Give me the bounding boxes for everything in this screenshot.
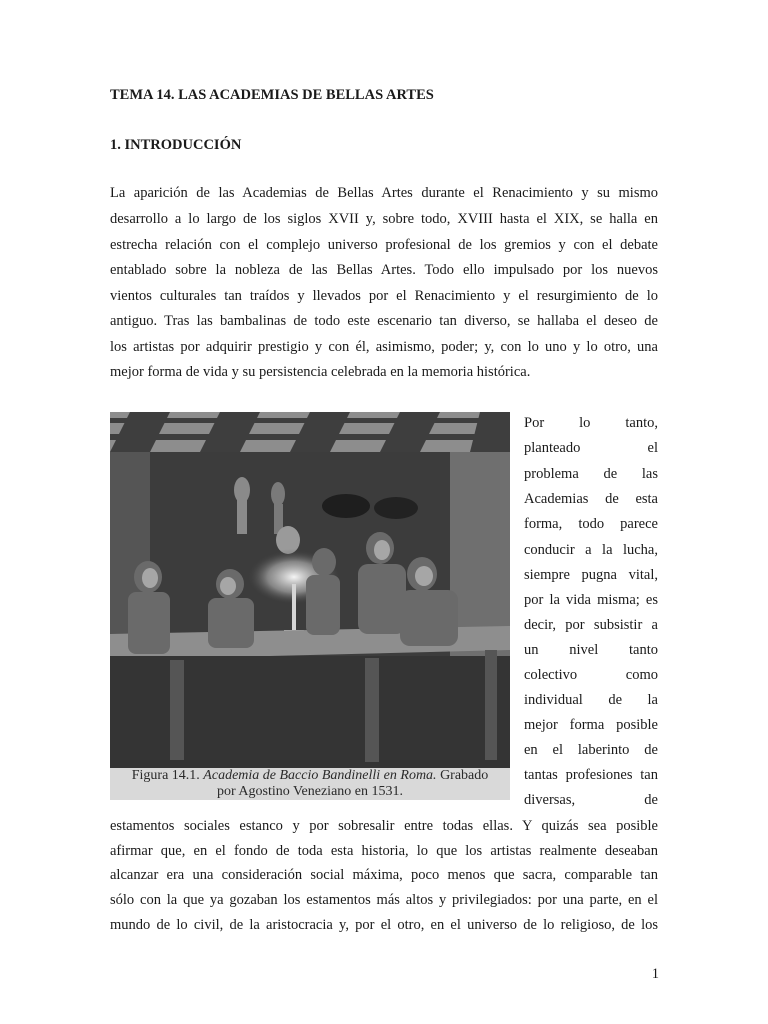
paragraph-line: sólo con la que ya gozaban los estamentos más altos y privilegiados: por una parte, en el bbox=[110, 892, 658, 908]
side-line: tantas profesiones tan bbox=[524, 767, 658, 783]
side-line: planteado el bbox=[524, 440, 658, 456]
side-line: problema de las bbox=[524, 466, 658, 482]
side-line: siempre pugna vital, bbox=[524, 567, 658, 583]
figure-caption bbox=[110, 768, 510, 800]
side-line: un nivel tanto bbox=[524, 642, 658, 658]
side-line: diversas, de bbox=[524, 792, 658, 808]
engraving-figure bbox=[110, 412, 510, 800]
side-line: colectivo como bbox=[524, 667, 658, 683]
paragraph-line: antiguo. Tras las bambalinas de todo este escenario tan diverso, se hallaba el deseo de bbox=[110, 313, 658, 329]
side-line: mejor forma posible bbox=[524, 717, 658, 733]
caption-line-1 bbox=[110, 768, 510, 784]
paragraph-line: mundo de lo civil, de la aristocracia y, por el otro, en el universo de lo religioso, de los bbox=[110, 917, 658, 933]
paragraph-line: estrecha relación con el complejo universo profesional de los gremios y con el debate bbox=[110, 237, 658, 253]
side-line: Por lo tanto, bbox=[524, 415, 658, 431]
paragraph-line: los artistas por adquirir prestigio y con él, asimismo, poder; y, con lo uno y lo otro, una bbox=[110, 339, 658, 355]
side-line: Academias de esta bbox=[524, 491, 658, 507]
paragraph-line: mejor forma de vida y su persistencia celebrada en la memoria histórica. bbox=[110, 364, 531, 380]
paragraph-line: estamentos sociales estanco y por sobresalir entre todas ellas. Y quizás sea posible bbox=[110, 818, 658, 834]
side-line: decir, por subsistir a bbox=[524, 617, 658, 633]
paragraph-line: desarrollo a lo largo de los siglos XVII y, sobre todo, XVIII hasta el XIX, se halla en bbox=[110, 211, 658, 227]
side-line: individual de la bbox=[524, 692, 658, 708]
caption-title: Academia de Baccio Bandinelli en Roma. bbox=[203, 768, 437, 783]
side-line: forma, todo parece bbox=[524, 516, 658, 532]
paragraph-line: vientos culturales tan traídos y llevados por el Renacimiento y el resurgimiento de lo bbox=[110, 288, 658, 304]
side-line: en el laberinto de bbox=[524, 742, 658, 758]
section-heading: 1. INTRODUCCIÓN bbox=[110, 137, 242, 153]
paragraph-line: entablado sobre la nobleza de las Bellas Artes. Todo ello impulsado por los nuevos bbox=[110, 262, 658, 278]
caption-suffix: Grabado bbox=[440, 768, 489, 783]
paragraph-line: afirmar que, en el fondo de toda esta historia, lo que los artistas realmente deseaban bbox=[110, 843, 658, 859]
paragraph-line: La aparición de las Academias de Bellas Artes durante el Renacimiento y su mismo bbox=[110, 185, 658, 201]
side-line: por la vida misma; es bbox=[524, 592, 658, 608]
caption-line-2: por Agostino Veneziano en 1531. bbox=[217, 784, 403, 799]
caption-prefix: Figura 14.1. bbox=[131, 768, 200, 783]
side-line: conducir a la lucha, bbox=[524, 542, 658, 558]
document-title: TEMA 14. LAS ACADEMIAS DE BELLAS ARTES bbox=[110, 87, 434, 103]
academy-engraving-image bbox=[110, 412, 510, 768]
page-number: 1 bbox=[651, 966, 659, 982]
paragraph-line: alcanzar era una consideración social máxima, poco menos que sacra, comparable tan bbox=[110, 867, 658, 883]
